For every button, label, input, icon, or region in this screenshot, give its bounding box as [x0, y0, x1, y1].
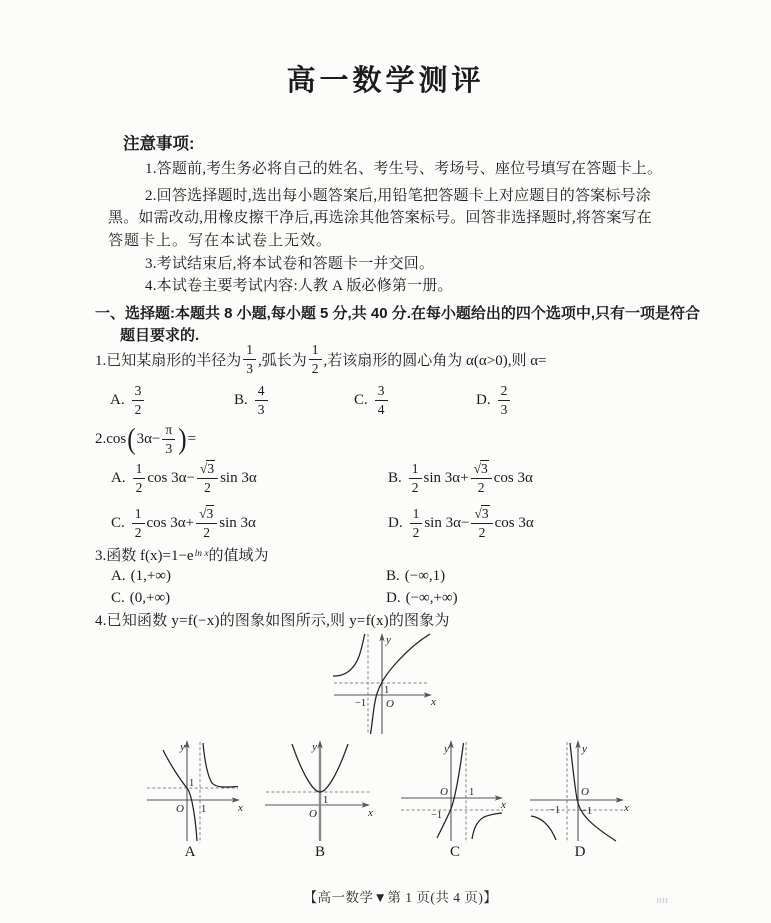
page-title: 高一数学测评 [286, 65, 485, 97]
q1-option-c-label: C. [354, 391, 368, 408]
q2-option-b-label: B. [388, 469, 402, 486]
q2-option-d-term2: cos 3α [494, 514, 534, 531]
q2-option-d [388, 503, 534, 543]
q1-option-d-label: D. [476, 391, 491, 408]
d-y-label: y [582, 743, 587, 755]
q2-left-paren: ( [127, 423, 136, 455]
b-y-label: y [312, 741, 317, 753]
q3-text-1: 3.函数 f(x)=1−e [95, 547, 194, 564]
q1-option-a-fraction: $\frac{3}{2}$ [132, 384, 145, 416]
q4-main-graph [330, 630, 480, 738]
q2-option-d-label: D. [388, 514, 403, 531]
q2-text-2: 3α− [136, 430, 161, 447]
q1-option-a-label: A. [110, 391, 125, 408]
q1-fraction-radius: $\frac{1}{3}$ [243, 343, 256, 375]
a-ytick-1: 1 [189, 778, 195, 789]
question-4: 4.已知函数 y=f(−x)的图象如图所示,则 y=f(x)的图象为 [95, 613, 450, 629]
d-xtick-minus1: −1 [549, 805, 561, 816]
a-curve-right-branch [203, 743, 238, 787]
q2-option-d-term1: sin 3α− [424, 514, 470, 531]
q4-option-graph-a [145, 737, 250, 849]
q3-text-2: 的值域为 [208, 547, 269, 564]
c-ytick-minus1: −1 [431, 810, 443, 821]
question-2 [95, 419, 196, 459]
q1-fraction-arc: $\frac{1}{2}$ [309, 343, 322, 375]
main-x-label: x [431, 696, 436, 708]
q2-equals: = [187, 430, 197, 447]
q2-option-b-term2: cos 3α [493, 469, 533, 486]
q3-option-a-label: A. [111, 567, 126, 584]
q1-option-d-fraction: $\frac{2}{3}$ [498, 384, 511, 416]
q3-option-c-text: (0,+∞) [129, 589, 171, 606]
q4-option-graph-b [262, 737, 378, 849]
main-curve-left-branch [333, 634, 365, 676]
notice-line-1: 1.答题前,考生务必将自己的姓名、考生号、考场号、座位号填写在答题卡上。 [145, 161, 663, 177]
q2-right-paren: ) [178, 423, 187, 455]
q1-option-c-fraction: $\frac{3}{4}$ [375, 384, 388, 416]
d-ytick-minus1: −1 [581, 806, 593, 817]
q3-option-b-text: (−∞,1) [404, 567, 446, 584]
b-origin-label: O [309, 808, 317, 820]
q2-option-c-half: $\frac{1}{2}$ [132, 507, 145, 539]
b-ytick-1: 1 [323, 795, 329, 806]
c-xtick-1: 1 [469, 787, 475, 798]
q2-option-b [388, 458, 533, 498]
c-curve-right-branch [472, 813, 502, 839]
c-x-label: x [501, 799, 506, 811]
main-xtick-minus1: −1 [355, 698, 367, 709]
notice-line-2c: 答题卡上。写在本试卷上无效。 [108, 233, 333, 249]
d-origin-label: O [581, 786, 589, 798]
a-curve-left-branch [163, 750, 197, 841]
c-y-label: y [444, 743, 449, 755]
q2-option-a-sqrt-frac: $\frac{√3}{2}$ [197, 462, 218, 494]
q2-option-a [111, 458, 257, 498]
q2-option-c [111, 503, 256, 543]
q1-option-a [110, 383, 146, 417]
q3-option-c-label: C. [111, 589, 125, 606]
q1-text-2: ,弧长为 [258, 352, 307, 369]
q1-option-b-label: B. [234, 391, 248, 408]
q2-option-a-term1: cos 3α− [147, 469, 195, 486]
section1-header-line1: 一、选择题:本题共 8 小题,每小题 5 分,共 40 分.在每小题给出的四个选项中,只有一项是符合 [95, 305, 701, 322]
a-y-label: y [180, 741, 185, 753]
q3-option-c [111, 588, 170, 608]
q3-superscript: ln x [194, 549, 209, 559]
notice-line-4: 4.本试卷主要考试内容:人教 A 版必修第一册。 [145, 278, 453, 294]
q3-option-b [386, 566, 445, 586]
d-x-label: x [624, 802, 629, 814]
notice-heading: 注意事项: [123, 135, 195, 153]
a-xtick-1: 1 [201, 804, 207, 815]
a-origin-label: O [176, 803, 184, 815]
q4-option-graph-d [528, 737, 638, 849]
q1-option-c [354, 383, 390, 417]
graph-d-caption: D [574, 844, 586, 860]
q2-option-d-half: $\frac{1}{2}$ [410, 507, 423, 539]
q3-option-a [111, 566, 171, 586]
question-3 [95, 543, 269, 565]
graph-c-caption: C [449, 844, 460, 860]
q2-option-a-half: $\frac{1}{2}$ [133, 462, 146, 494]
q2-option-c-term2: sin 3α [219, 514, 256, 531]
print-artifact [657, 898, 668, 903]
q3-option-b-label: B. [386, 567, 400, 584]
q1-option-b-fraction: $\frac{4}{3}$ [255, 384, 268, 416]
graph-a-caption: A [184, 844, 196, 860]
notice-line-2b: 黑。如需改动,用橡皮擦干净后,再选涂其他答案标号。回答非选择题时,将答案写在 [108, 210, 652, 226]
q2-option-a-term2: sin 3α [220, 469, 257, 486]
a-x-label: x [238, 802, 243, 814]
notice-line-3: 3.考试结束后,将本试卷和答题卡一并交回。 [145, 256, 435, 272]
q3-option-d [386, 588, 458, 608]
question-1 [95, 337, 547, 381]
q1-text-1: 1.已知某扇形的半径为 [95, 352, 242, 369]
q2-fraction-pi3: $\frac{\pi}{3}$ [162, 423, 175, 455]
d-curve-left-branch [531, 816, 556, 840]
q1-option-d [476, 383, 512, 417]
q2-option-c-term1: cos 3α+ [146, 514, 195, 531]
page-footer: 【高一数学▼第 1 页(共 4 页)】 [303, 890, 498, 905]
q3-option-d-text: (−∞,+∞) [405, 589, 458, 606]
q3-option-d-label: D. [386, 589, 401, 606]
q2-option-b-term1: sin 3α+ [423, 469, 469, 486]
q2-option-b-half: $\frac{1}{2}$ [409, 462, 422, 494]
q2-option-c-label: C. [111, 514, 125, 531]
main-origin-label: O [386, 698, 394, 710]
q4-option-graph-c [398, 737, 510, 849]
c-origin-label: O [440, 786, 448, 798]
q2-option-c-sqrt-frac: $\frac{√3}{2}$ [196, 507, 217, 539]
q2-option-a-label: A. [111, 469, 126, 486]
main-ytick-1: 1 [384, 685, 390, 696]
section1-header-line2: 题目要求的. [120, 327, 200, 344]
q2-option-b-sqrt-frac: $\frac{√3}{2}$ [471, 462, 492, 494]
d-curve-right-branch [570, 743, 616, 841]
main-curve-right-branch [371, 634, 431, 734]
b-x-label: x [368, 807, 373, 819]
q1-option-b [234, 383, 270, 417]
main-y-label: y [386, 634, 391, 646]
notice-line-2a: 2.回答选择题时,选出每小题答案后,用铅笔把答题卡上对应题目的答案标号涂 [145, 188, 651, 204]
q2-text-1: 2.cos [95, 430, 127, 447]
q2-option-d-sqrt-frac: $\frac{√3}{2}$ [471, 507, 492, 539]
q1-text-3: ,若该扇形的圆心角为 α(α>0),则 α= [323, 352, 547, 369]
graph-b-caption: B [314, 844, 325, 860]
q3-option-a-text: (1,+∞) [130, 567, 171, 584]
